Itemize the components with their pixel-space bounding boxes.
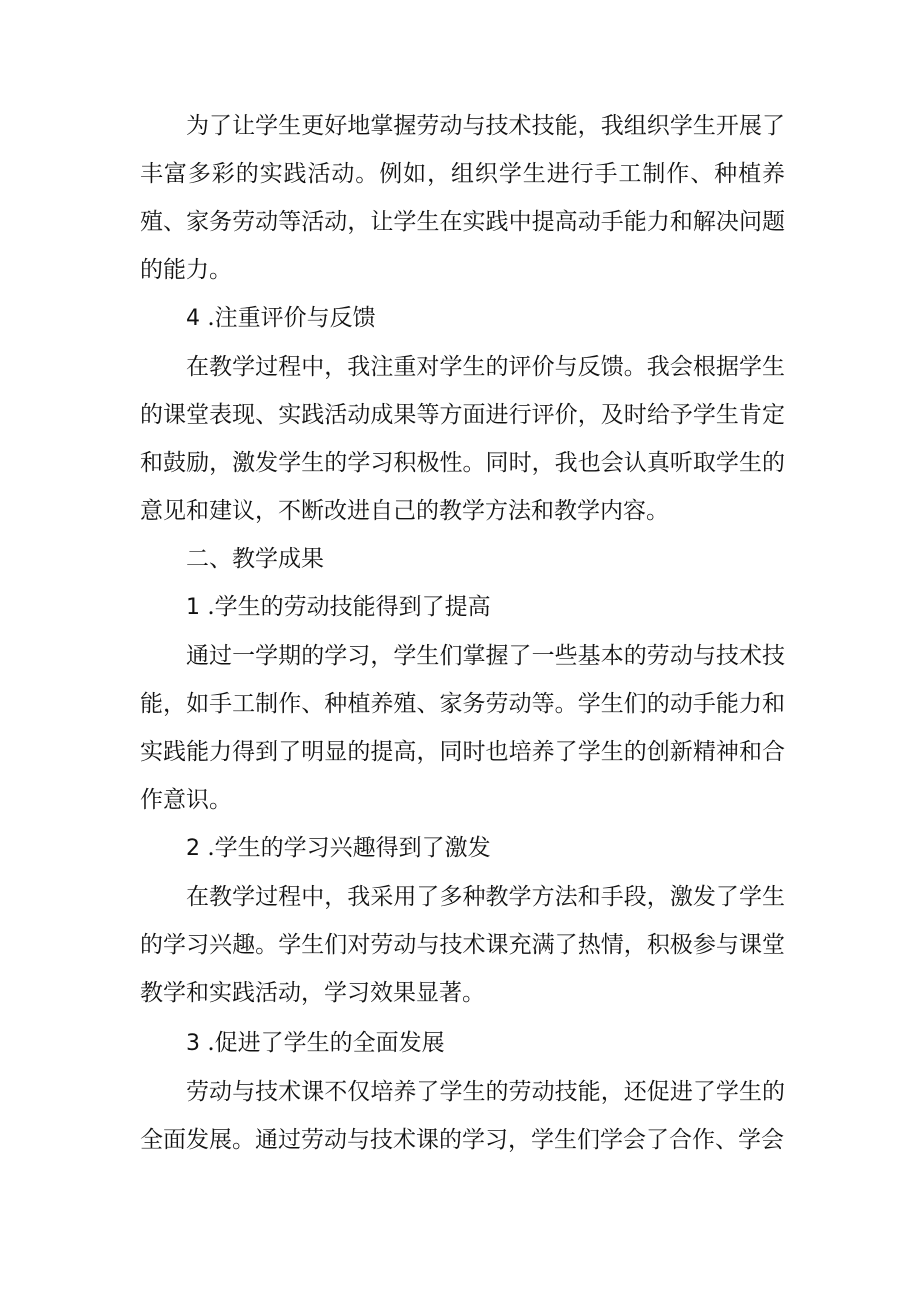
heading-text: .学生的劳动技能得到了提高 <box>207 594 491 620</box>
paragraph-development: 劳动与技术课不仅培养了学生的劳动技能，还促进了学生的全面发展。通过劳动与技术课的学习，学生们学会了合作、学会 <box>140 1079 785 1153</box>
heading-interest-stimulated <box>140 824 785 873</box>
heading-number: 3 <box>186 1031 200 1056</box>
paragraph-evaluation: 在教学过程中，我注重对学生的评价与反馈。我会根据学生的课堂表现、实践活动成果等方面进行评价，及时给予学生肯定和鼓励，激发学生的学习积极性。同时，我也会认真听取学生的意见和建议，不断改进自己的教学方法和教学内容。 <box>140 354 785 524</box>
heading-text: .促进了学生的全面发展 <box>207 1030 445 1056</box>
paragraph-interest: 在教学过程中，我采用了多种教学方法和手段，激发了学生的学习兴趣。学生们对劳动与技术课充满了热情，积极参与课堂教学和实践活动，学习效果显著。 <box>140 884 785 1006</box>
paragraph-practice-activities: 为了让学生更好地掌握劳动与技术技能，我组织学生开展了丰富多彩的实践活动。例如，组织学生进行手工制作、种植养殖、家务劳动等活动，让学生在实践中提高动手能力和解决问题的能力。 <box>140 113 785 283</box>
heading-number: 4 <box>186 306 200 331</box>
section-heading-results: 二、教学成果 <box>186 546 324 572</box>
heading-evaluation-feedback <box>140 294 785 343</box>
paragraph-skills: 通过一学期的学习，学生们掌握了一些基本的劳动与技术技能，如手工制作、种植养殖、家务劳动等。学生们的动手能力和实践能力得到了明显的提高，同时也培养了学生的创新精神和合作意识。 <box>140 643 785 813</box>
heading-text: .学生的学习兴趣得到了激发 <box>207 835 491 861</box>
heading-skills-improved <box>140 583 785 632</box>
heading-number: 1 <box>186 595 200 620</box>
heading-text: .注重评价与反馈 <box>207 305 376 331</box>
heading-overall-development <box>140 1019 785 1068</box>
heading-number: 2 <box>186 836 200 861</box>
document-body <box>140 102 785 1164</box>
